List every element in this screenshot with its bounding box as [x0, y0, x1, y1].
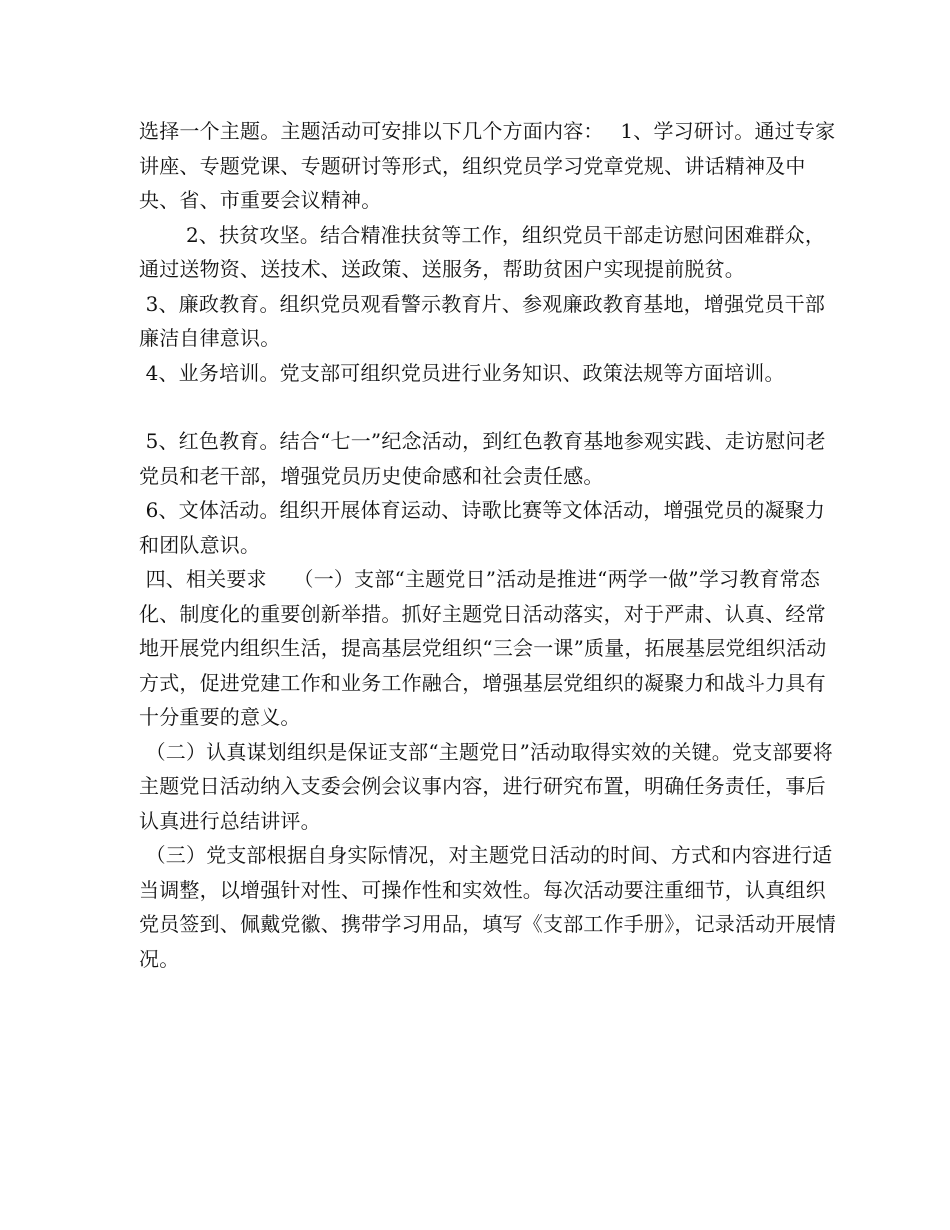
- paragraph-poverty: 2、扶贫攻坚。结合精准扶贫等工作，组织党员干部走访慰问困难群众，通过送物资、送技术、送政策、送服务，帮助贫困户实现提前脱贫。: [139, 222, 826, 281]
- paragraph-spacer: [139, 390, 839, 424]
- paragraph-requirement-3: （三）党支部根据自身实际情况，对主题党日活动的时间、方式和内容进行适当调整，以增强针对性、可操作性和实效性。每次活动要注重细节，认真组织党员签到、佩戴党徽、携带学习用品，填写《支部工作手册》，记录活动开展情况。: [139, 843, 836, 971]
- document-body: [139, 114, 839, 976]
- paragraph-requirement-2: （二）认真谋划组织是保证支部“主题党日”活动取得实效的关键。党支部要将主题党日活动纳入支委会例会议事内容，进行研究布置，明确任务责任，事后认真进行总结讲评。: [139, 739, 834, 833]
- paragraph-study: 选择一个主题。主题活动可安排以下几个方面内容： 1、学习研讨。通过专家讲座、专题党课、专题研讨等形式，组织党员学习党章党规、讲话精神及中央、省、市重要会议精神。: [139, 119, 836, 212]
- paragraph-integrity: 3、廉政教育。组织党员观看警示教育片、参观廉政教育基地，增强党员干部廉洁自律意识。: [139, 291, 826, 350]
- paragraph-culture-sports: 6、文体活动。组织开展体育运动、诗歌比赛等文体活动，增强党员的凝聚力和团队意识。: [139, 498, 826, 557]
- paragraph-training: 4、业务培训。党支部可组织党员进行业务知识、政策法规等方面培训。: [139, 360, 785, 385]
- paragraph-requirements: 四、相关要求 （一）支部“主题党日”活动是推进“两学一做”学习教育常态化、制度化的重要创新举措。抓好主题党日活动落实，对于严肃、认真、经常地开展党内组织生活，提高基层党组织“三会一课”质量，拓展基层党组织活动方式，促进党建工作和业务工作融合，增强基层党组织的凝聚力和战斗力具有十分重要的意义。: [139, 567, 827, 729]
- paragraph-red-education: 5、红色教育。结合“七一”纪念活动，到红色教育基地参观实践、走访慰问老党员和老干部，增强党员历史使命感和社会责任感。: [139, 429, 826, 488]
